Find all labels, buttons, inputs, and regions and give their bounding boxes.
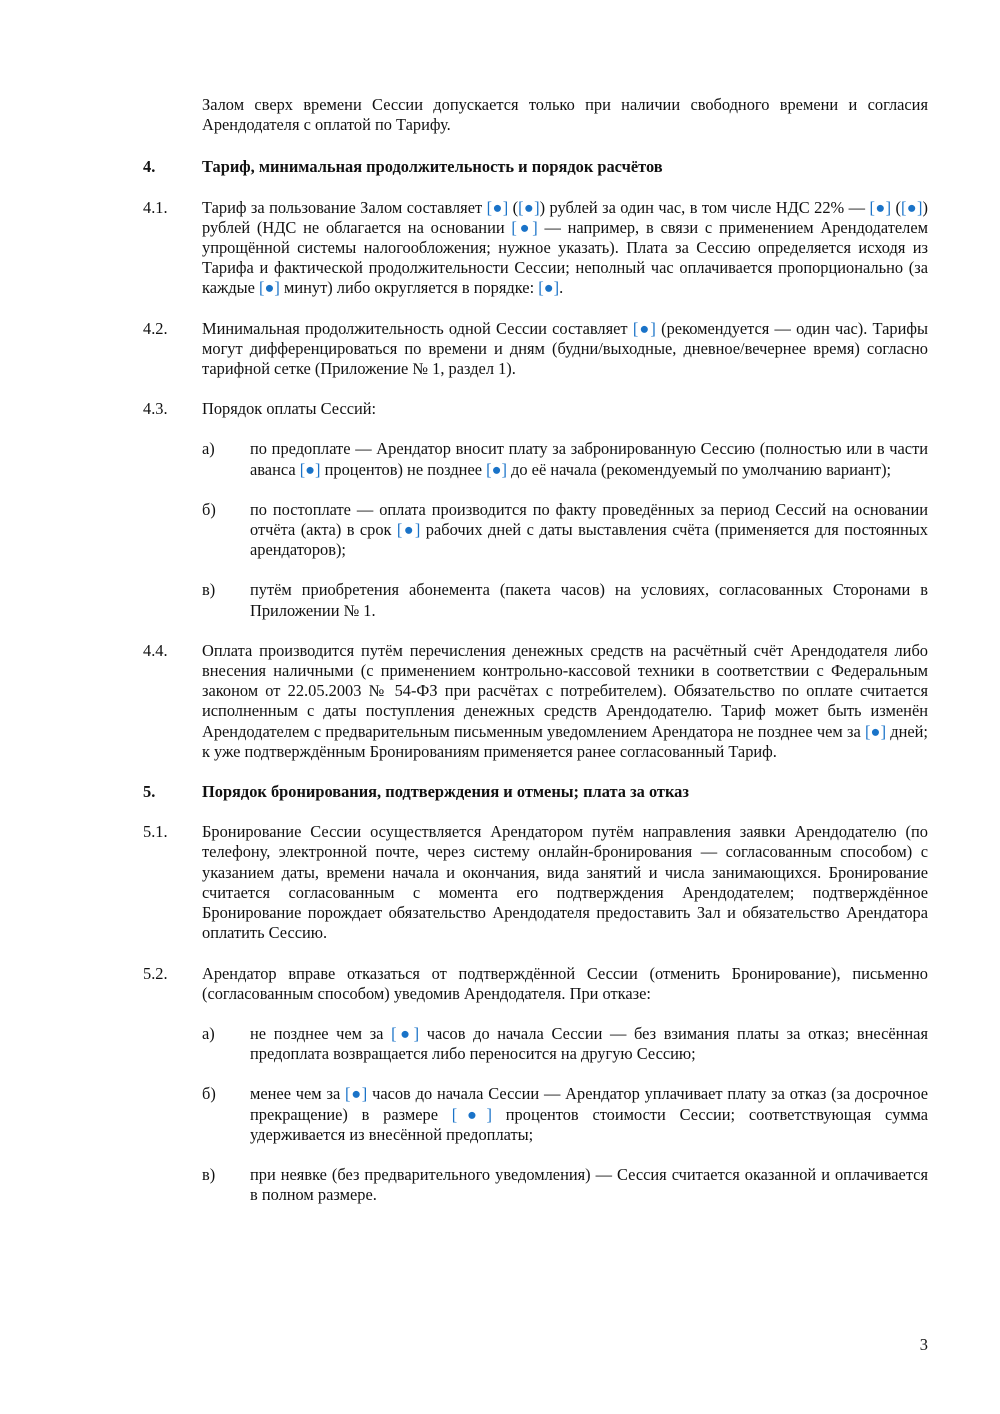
section-4-heading: [143, 157, 928, 177]
clause-text: Арендатор вправе отказаться от подтверждённой Сессии (отменить Бронирование), письменно (согласованным способом) уведомив Арендодателя. При отказе:: [202, 963, 928, 1003]
clause-number: 5.1.: [143, 822, 168, 842]
placeholder-field: [●]: [486, 459, 507, 479]
subclause-5-2-c: [202, 1165, 928, 1205]
section-title: Тариф, минимальная продолжительность и порядок расчётов: [202, 157, 663, 177]
subclause-text: не позднее чем за [●] часов до начала Сессии — без взимания платы за отказ; внесённая предоплата возвращается либо переносится на другую Сессию;: [250, 1023, 928, 1064]
placeholder-field: [●]: [864, 721, 887, 741]
placeholder-field: [●]: [511, 217, 538, 237]
section-title: Порядок бронирования, подтверждения и отмены; плата за отказ: [202, 782, 689, 802]
placeholder-field: [●]: [345, 1084, 368, 1104]
subclause-5-2-a: [202, 1024, 928, 1064]
page-number: 3: [919, 1335, 928, 1354]
clause-number: 4.4.: [143, 640, 168, 660]
subclause-text: при неявке (без предварительного уведомления) — Сессия считается оказанной и оплачивается в полном размере.: [250, 1164, 928, 1205]
subclause-5-2-b: [202, 1084, 928, 1145]
intro-paragraph: Залом сверх времени Сессии допускается только при наличии свободного времени и согласия Арендодателя с оплатой по Тарифу.: [202, 95, 928, 135]
placeholder-field: [●]: [391, 1023, 420, 1043]
clause-4-4: [143, 641, 928, 762]
subclause-letter: б): [202, 499, 216, 519]
placeholder-field: [●]: [451, 1104, 492, 1124]
clause-4-1: [143, 198, 928, 299]
subclause-4-3-b: [202, 500, 928, 561]
clause-5-1: [143, 822, 928, 943]
subclause-text: менее чем за [●] часов до начала Сессии — Арендатор уплачивает плату за отказ (за досрочное прекращение) в размере [●] процентов стоимости Сессии; соответствующая сумма удерживается из внесённой предоплаты;: [250, 1084, 928, 1144]
placeholder-field: [●]: [486, 197, 509, 217]
placeholder-field: [●]: [869, 197, 892, 217]
subclause-text: путём приобретения абонемента (пакета часов) на условиях, согласованных Сторонами в Приложении № 1.: [250, 580, 928, 620]
clause-text: Бронирование Сессии осуществляется Арендатором путём направления заявки Арендодателю (по телефону, электронной почте, через систему онлайн-бронирования — согласованным способом) с указанием даты, времени начала и окончания, вида занятий и числа занимающихся. Бронирование считается согласованным с момента его подтверждения Арендодателем; подтверждённое Бронирование порождает обязательство Арендодателя предоставить Зал и обязательство Арендатора оплатить Сессию.: [202, 822, 928, 943]
section-5-heading: [143, 782, 928, 802]
subclause-letter: б): [202, 1084, 216, 1104]
clause-text: Оплата производится путём перечисления денежных средств на расчётный счёт Арендодателя либо внесения наличными (с применением контрольно-кассовой техники в соответствии с Федеральным законом от 22.05.2003 № 54-ФЗ при расчётах с потребителем). Обязательство по оплате считается исполненным с даты поступления денежных средств Арендодателю. Тариф может быть изменён Арендодателем с предварительным письменным уведомлением Арендатора не позднее чем за [●] дней; к уже подтверждённым Бронированиям применяется ранее согласованный Тариф.: [202, 640, 928, 761]
subclause-text: по постоплате — оплата производится по факту проведённых за период Сессий на основании отчёта (акта) в срок [●] рабочих дней с даты выставления счёта (применяется для постоянных арендаторов);: [250, 499, 928, 560]
subclause-letter: а): [202, 1023, 215, 1043]
clause-4-2: [143, 319, 928, 380]
clause-4-3: [143, 399, 928, 419]
clause-text: Порядок оплаты Сессий:: [202, 399, 377, 419]
subclause-text: по предоплате — Арендатор вносит плату за забронированную Сессию (полностью или в части аванса [●] процентов) не позднее [●] до её начала (рекомендуемый по умолчанию вариант);: [250, 439, 928, 479]
placeholder-field: [●]: [538, 278, 560, 298]
clause-5-2: [143, 964, 928, 1004]
section-number: 4.: [143, 157, 156, 177]
placeholder-field: [●]: [396, 520, 421, 540]
placeholder-field: [●]: [518, 197, 540, 217]
clause-text: Тариф за пользование Залом составляет [●] ([●]) рублей за один час, в том числе НДС 22% — [●] ([●]) рублей (НДС не облагается на основании [●] — например, в связи с применением Арендодателем упрощённой системы налогообложения; нужное указать). Плата за Сессию определяется исходя из Тарифа и фактической продолжительности Сессии; неполный час оплачивается пропорционально (за каждые [●] минут) либо округляется в порядке: [●].: [202, 197, 928, 298]
subclause-letter: в): [202, 580, 216, 600]
subclause-letter: в): [202, 1164, 216, 1184]
clause-number: 4.2.: [143, 318, 168, 338]
subclause-4-3-a: [202, 439, 928, 479]
placeholder-field: [●]: [299, 459, 321, 479]
clause-number: 4.3.: [143, 399, 168, 419]
placeholder-field: [●]: [900, 197, 923, 217]
clause-number: 5.2.: [143, 963, 168, 983]
clause-number: 4.1.: [143, 197, 168, 217]
placeholder-field: [●]: [632, 318, 656, 338]
document-body: [143, 95, 928, 1205]
placeholder-field: [●]: [259, 278, 280, 298]
clause-text: Минимальная продолжительность одной Сессии составляет [●] (рекомендуется — один час). Тарифы могут дифференцироваться по времени и дням (будни/выходные, дневное/вечернее время) согласно тарифной сетке (Приложение № 1, раздел 1).: [202, 318, 929, 379]
section-number: 5.: [143, 782, 156, 802]
subclause-4-3-c: [202, 580, 928, 620]
subclause-letter: а): [202, 439, 215, 459]
